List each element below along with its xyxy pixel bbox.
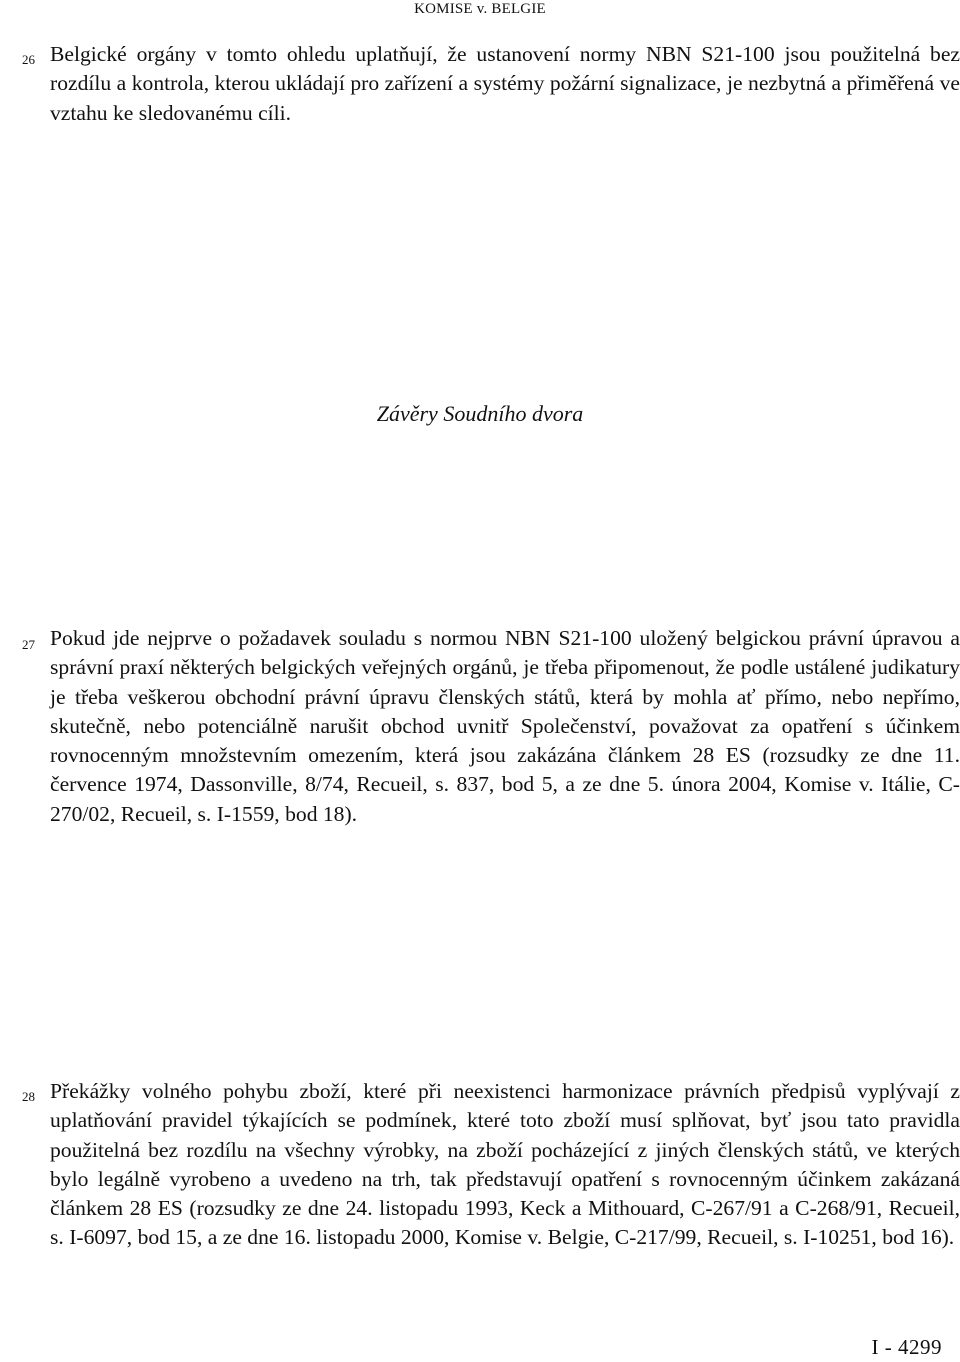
page-number: I - 4299 (871, 1335, 942, 1359)
paragraph-text: Belgické orgány v tomto ohledu uplatňují, že ustanovení normy NBN S21-100 jsou použitelná bez rozdílu a kontrola, kterou ukládají pro zařízení a systémy požární signalizace, je nezbytná a přiměřená ve vztahu ke sledovanému cíli. (50, 42, 960, 125)
paragraph-text: Překážky volného pohybu zboží, které při neexistenci harmonizace právních předpisů vyplývají z uplatňování pravidel týkajících se podmínek, které toto zboží musí splňovat, byť jsou tato pravidla použitelná bez rozdílu na všechny výrobky, na zboží pocházející z jiných členských států, ve kterých bylo legálně vyrobeno a uvedeno na trh, tak představují opatření s rovnocenným účinkem zakázaná článkem 28 ES (rozsudky ze dne 24. listopadu 1993, Keck a Mithouard, C-267/91 a C-268/91, Recueil, s. I-6097, bod 15, a ze dne 16. listopadu 2000, Komise v. Belgie, C-217/99, Recueil, s. I-10251, bod 16). (50, 1079, 960, 1250)
section-heading: Závěry Soudního dvora (376, 401, 584, 426)
running-head: KOMISE v. BELGIE (414, 1, 546, 17)
paragraph-28 (50, 1077, 960, 1253)
paragraph-number-27: 27 (22, 637, 35, 652)
paragraph-number-28: 28 (22, 1089, 35, 1104)
paragraph-number-26: 26 (22, 52, 35, 67)
paragraph-26 (50, 40, 960, 128)
paragraph-text: Pokud jde nejprve o požadavek souladu s normou NBN S21-100 uložený belgickou právní úpravou a správní praxí některých belgických veřejných orgánů, je třeba připomenout, že podle ustálené judikatury je třeba veškerou obchodní právní úpravu členských států, která by mohla ať přímo, nebo nepřímo, skutečně, nebo potenciálně narušit obchod uvnitř Společenství, považovat za opatření s účinkem rovnocenným množstevním omezením, která jsou zakázána článkem 28 ES (rozsudky ze dne 11. července 1974, Dassonville, 8/74, Recueil, s. 837, bod 5, a ze dne 5. února 2004, Komise v. Itálie, C-270/02, Recueil, s. I-1559, bod 18). (50, 626, 960, 826)
paragraph-27 (50, 624, 960, 829)
